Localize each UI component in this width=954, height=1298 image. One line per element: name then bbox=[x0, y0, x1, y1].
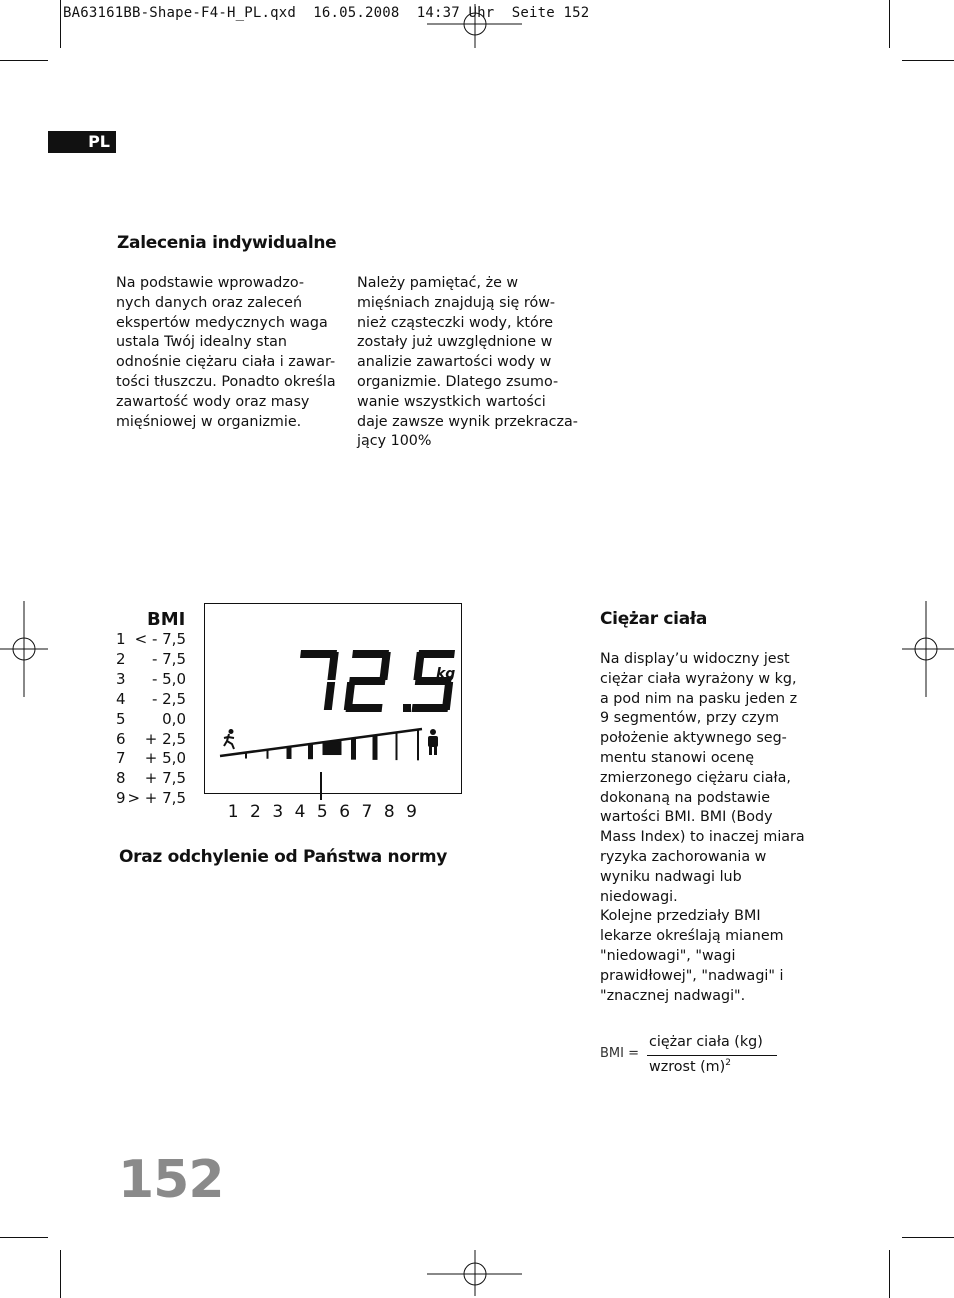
segment-number: 4 bbox=[294, 802, 306, 822]
bmi-row-value: < - 7,5 bbox=[134, 630, 186, 648]
segment-number: 1 bbox=[227, 802, 239, 822]
body-weight-text: Na display’u widoczny jest ciężar ciała wyrażony w kg, a pod nim na pasku jeden z 9 segmentów, przy czym położenie aktywnego seg- mentu stanowi ocenę zmierzonego ciężaru ciała, dokonaną na podstawie wartości BMI. BMI (Body Mass Index) to inaczej miara ryzyka zachorowania w wyniku nadwagi lub niedowagi. Kolejne przedziały BMI lekarze określają mianem "niedowagi", "wagi prawidłowej", "nadwagi" i "znacznej nadwagi". bbox=[600, 651, 805, 1004]
section-heading-body-weight: Ciężar ciała bbox=[600, 609, 708, 629]
segment bbox=[372, 735, 377, 760]
segment-number: 5 bbox=[316, 802, 328, 822]
decimal-point bbox=[403, 704, 411, 712]
segment bbox=[395, 732, 397, 760]
formula-numerator: ciężar ciała (kg) bbox=[649, 1034, 763, 1050]
bmi-segment-bar bbox=[220, 729, 422, 760]
display-graphic bbox=[204, 603, 462, 794]
bmi-row-number: 1 bbox=[116, 630, 126, 648]
deviation-caption: Oraz odchylenie od Państwa normy bbox=[119, 847, 448, 867]
segment-number: 6 bbox=[339, 802, 351, 822]
digit-segment bbox=[345, 704, 382, 712]
bmi-row-number: 8 bbox=[116, 769, 126, 788]
bmi-row-value: - 5,0 bbox=[151, 669, 186, 688]
segment-number: 9 bbox=[406, 802, 417, 822]
segment bbox=[308, 743, 313, 758]
formula-exponent: 2 bbox=[725, 1058, 731, 1068]
segment-baseline bbox=[220, 729, 422, 756]
unit-label: kg bbox=[435, 665, 455, 682]
bmi-row-value: 0,0 bbox=[162, 709, 186, 728]
bmi-row-value: + 5,0 bbox=[144, 749, 186, 768]
segment-pointer bbox=[320, 772, 322, 800]
weight-reading bbox=[293, 650, 456, 712]
bmi-row-number: 6 bbox=[116, 729, 126, 748]
segment-number: 7 bbox=[361, 802, 373, 822]
bmi-table-header: BMI bbox=[147, 609, 186, 630]
segment bbox=[286, 746, 291, 758]
scale-display bbox=[204, 603, 462, 794]
bmi-row-number: 9 bbox=[116, 789, 126, 808]
segment bbox=[245, 752, 247, 758]
active-segment bbox=[322, 741, 341, 755]
formula-label: BMI = bbox=[600, 1046, 639, 1061]
formula-denominator: wzrost $(m)^2$ bbox=[649, 1058, 731, 1075]
digit bbox=[343, 650, 390, 712]
bmi-row-value: - 7,5 bbox=[151, 649, 186, 668]
file-slug: BA63161BB-Shape-F4-H_PL.qxd 16.05.2008 14:37 Uhr Seite 152 bbox=[63, 5, 590, 21]
recommendations-text-col2: Należy pamiętać, że w mięśniach znajdują się rów- nież cząsteczki wody, które zostały już uwzględnione w analizie zawartości wody w organizmie. Dlatego zsumo- wanie wszystkich wartości daje zawsze wynik przekracza- jący 100% bbox=[357, 275, 578, 450]
bmi-row-number: 3 bbox=[116, 669, 126, 688]
segment-number: 3 bbox=[272, 802, 284, 822]
bmi-row-value: + 2,5 bbox=[144, 729, 186, 748]
segment-number: 2 bbox=[250, 802, 261, 822]
section-heading-recommendations: Zalecenia indywidualne bbox=[117, 233, 337, 253]
bmi-row-value: - 2,5 bbox=[151, 689, 186, 708]
runner-icon bbox=[224, 729, 234, 749]
digit bbox=[293, 650, 338, 710]
digit-segment bbox=[411, 704, 448, 712]
segment bbox=[351, 738, 356, 760]
bmi-row-value: + 7,5 bbox=[144, 769, 186, 788]
digit-segment bbox=[413, 652, 424, 680]
segment bbox=[266, 749, 268, 758]
person-icon bbox=[428, 729, 438, 755]
recommendations-text-col1: Na podstawie wprowadzo- nych danych oraz zaleceń ekspertów medycznych waga ustala Twój idealny stan odnośnie ciężaru ciała i zawar- tości tłuszczu. Ponadto określa zawartość wody oraz masy mięśniowej w organizmie. bbox=[116, 275, 336, 430]
digit-segment bbox=[323, 682, 334, 710]
bmi-row-number: 4 bbox=[116, 689, 126, 708]
page-number: 152 bbox=[118, 1150, 224, 1210]
segment-numbers bbox=[222, 802, 423, 822]
language-tab: PL bbox=[48, 131, 116, 153]
bmi-row-number: 2 bbox=[116, 649, 126, 668]
bmi-row-number: 5 bbox=[116, 709, 126, 728]
bmi-row-number: 7 bbox=[116, 749, 126, 768]
segment-number: 8 bbox=[383, 802, 395, 822]
segment bbox=[417, 729, 419, 760]
bmi-row-value: > + 7,5 bbox=[127, 789, 186, 808]
fraction-bar bbox=[647, 1055, 777, 1056]
